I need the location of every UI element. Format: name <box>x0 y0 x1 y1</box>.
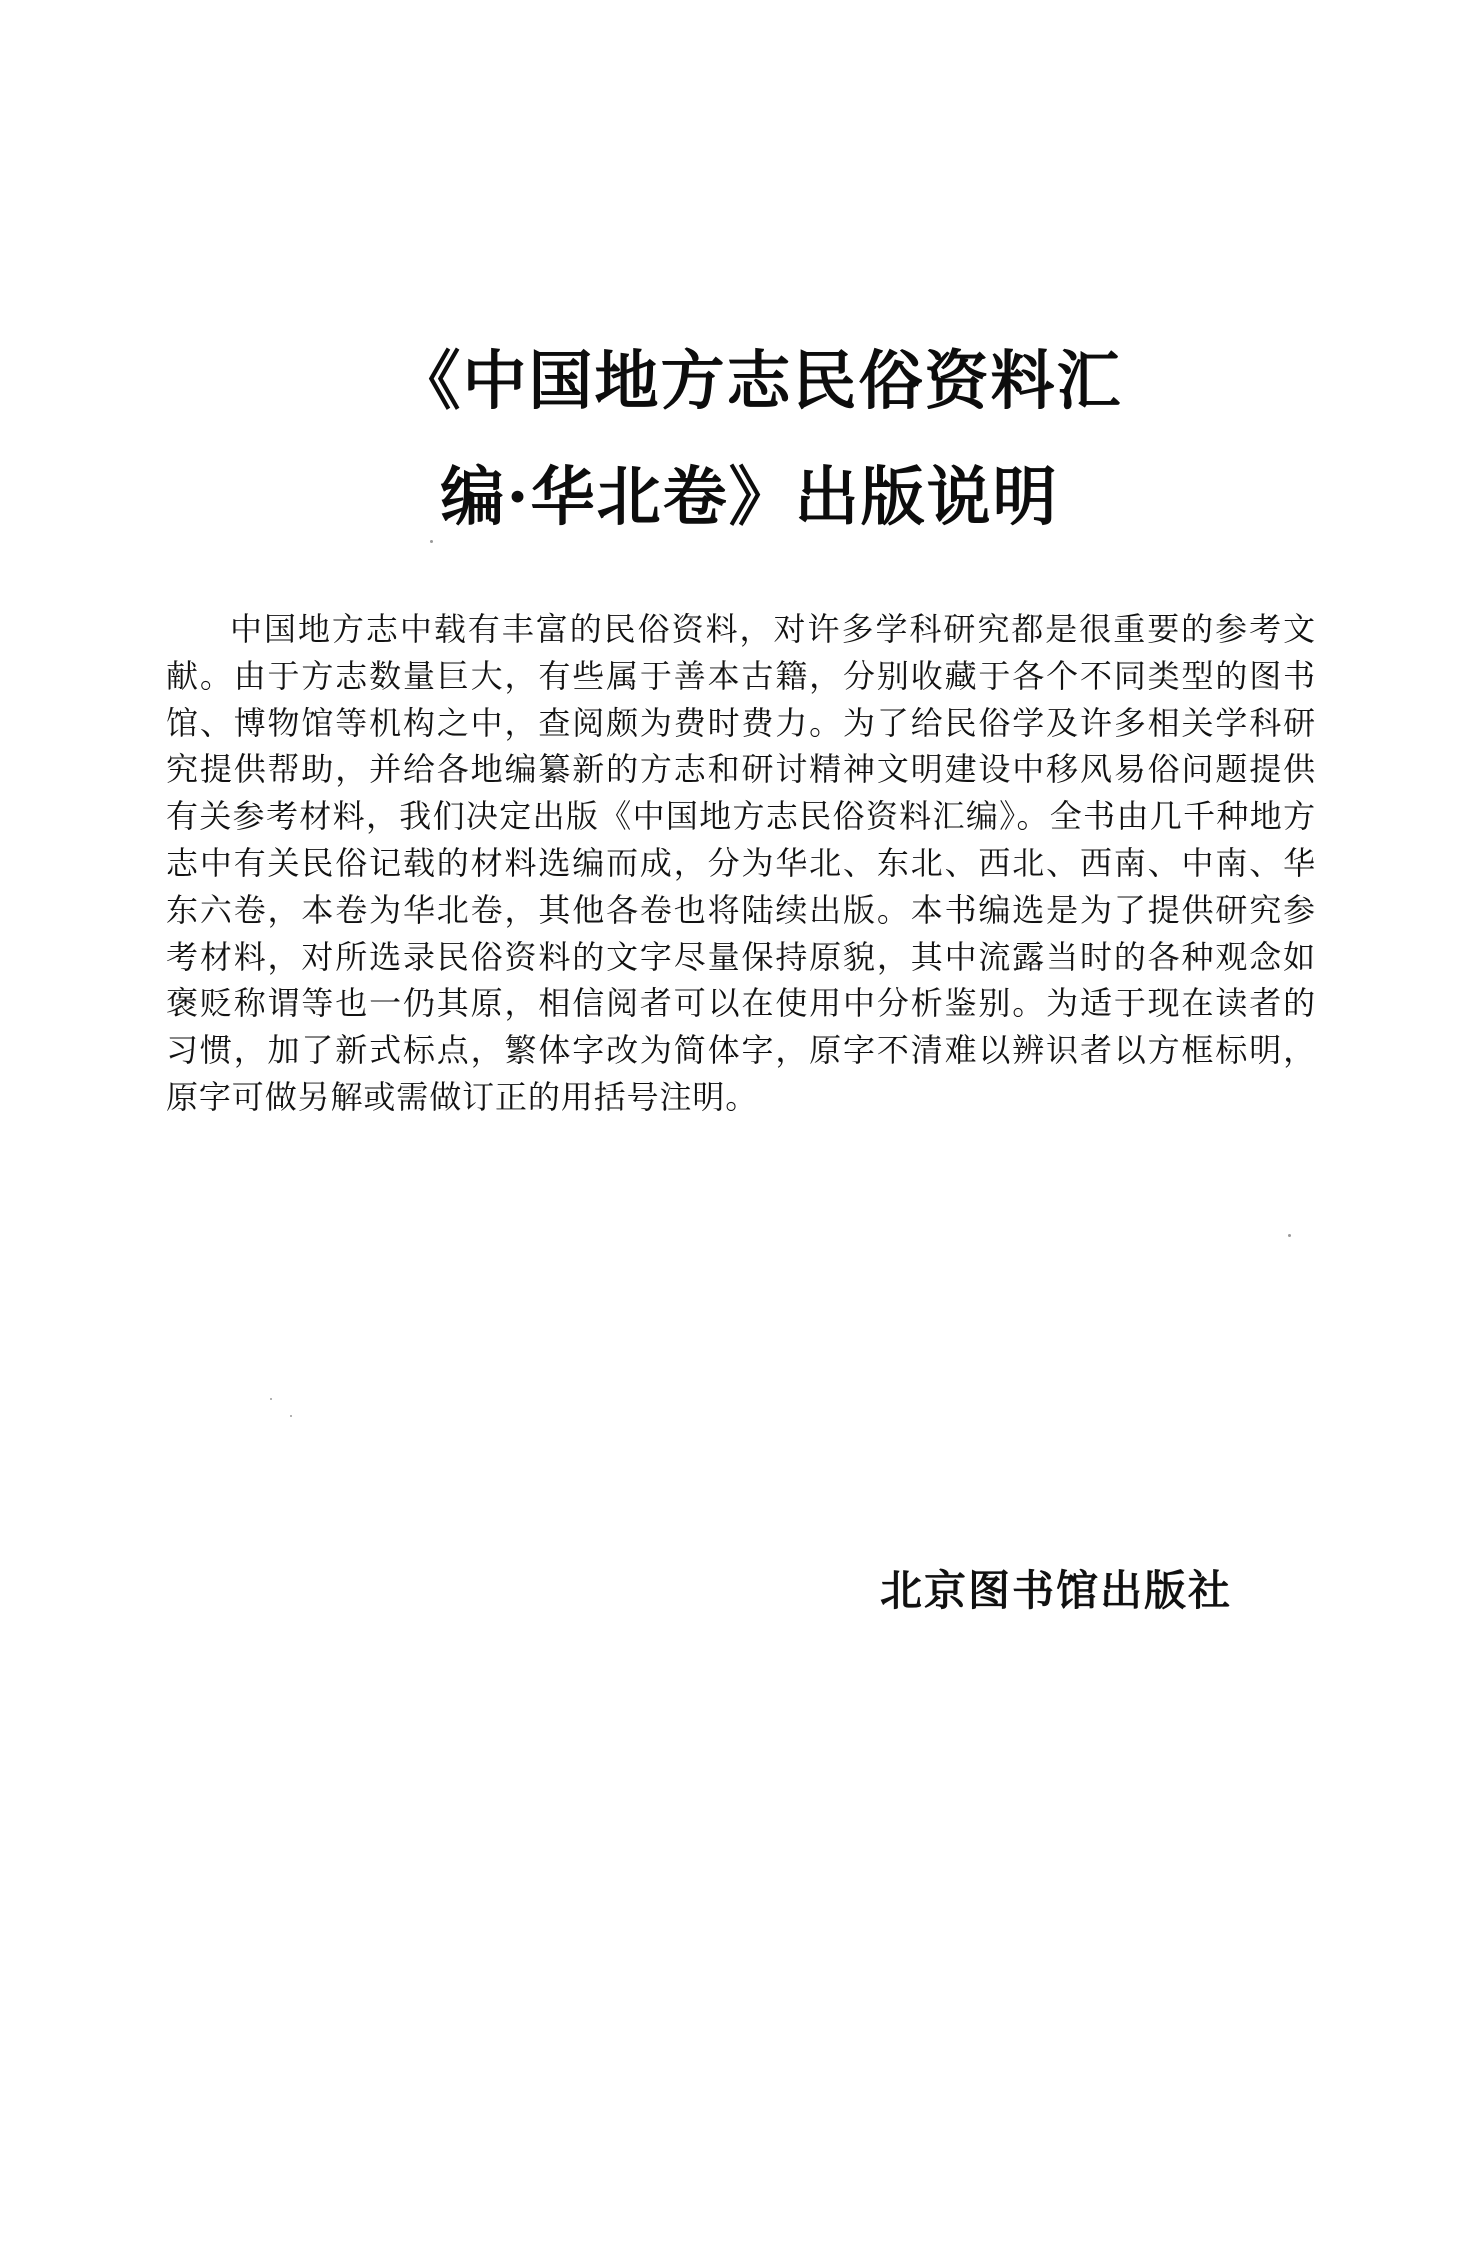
scan-speck <box>430 540 433 543</box>
scan-speck <box>1288 1234 1291 1237</box>
document-title-line-2: 编·华北卷》出版说明 <box>440 460 1059 535</box>
scan-speck <box>290 1415 292 1417</box>
document-title-line-1: 《中国地方志民俗资料汇 <box>396 344 1123 419</box>
body-paragraph: 中国地方志中载有丰富的民俗资料，对许多学科研究都是很重要的参考文献。由于方志数量巨大，有些属于善本古籍，分别收藏于各个不同类型的图书馆、博物馆等机构之中，查阅颇为费时费力。为了给民俗学及许多相关学科研究提供帮助，并给各地编纂新的方志和研讨精神文明建设中移风易俗问题提供有关参考材料，我们决定出版《中国地方志民俗资料汇编》。全书由几千种地方志中有关民俗记载的材料选编而成，分为华北、东北、西北、西南、中南、华东六卷，本卷为华北卷，其他各卷也将陆续出版。本书编选是为了提供研究参考材料，对所选录民俗资料的文字尽量保持原貌，其中流露当时的各种观念如褒贬称谓等也一仍其原，相信阅者可以在使用中分析鉴别。为适于现在读者的习惯，加了新式标点，繁体字改为简体字，原字不清难以辨识者以方框标明，原字可做另解或需做订正的用括号注明。 <box>166 610 1316 1116</box>
publisher-name: 北京图书馆出版社 <box>880 1566 1233 1615</box>
scan-speck <box>270 1398 272 1400</box>
